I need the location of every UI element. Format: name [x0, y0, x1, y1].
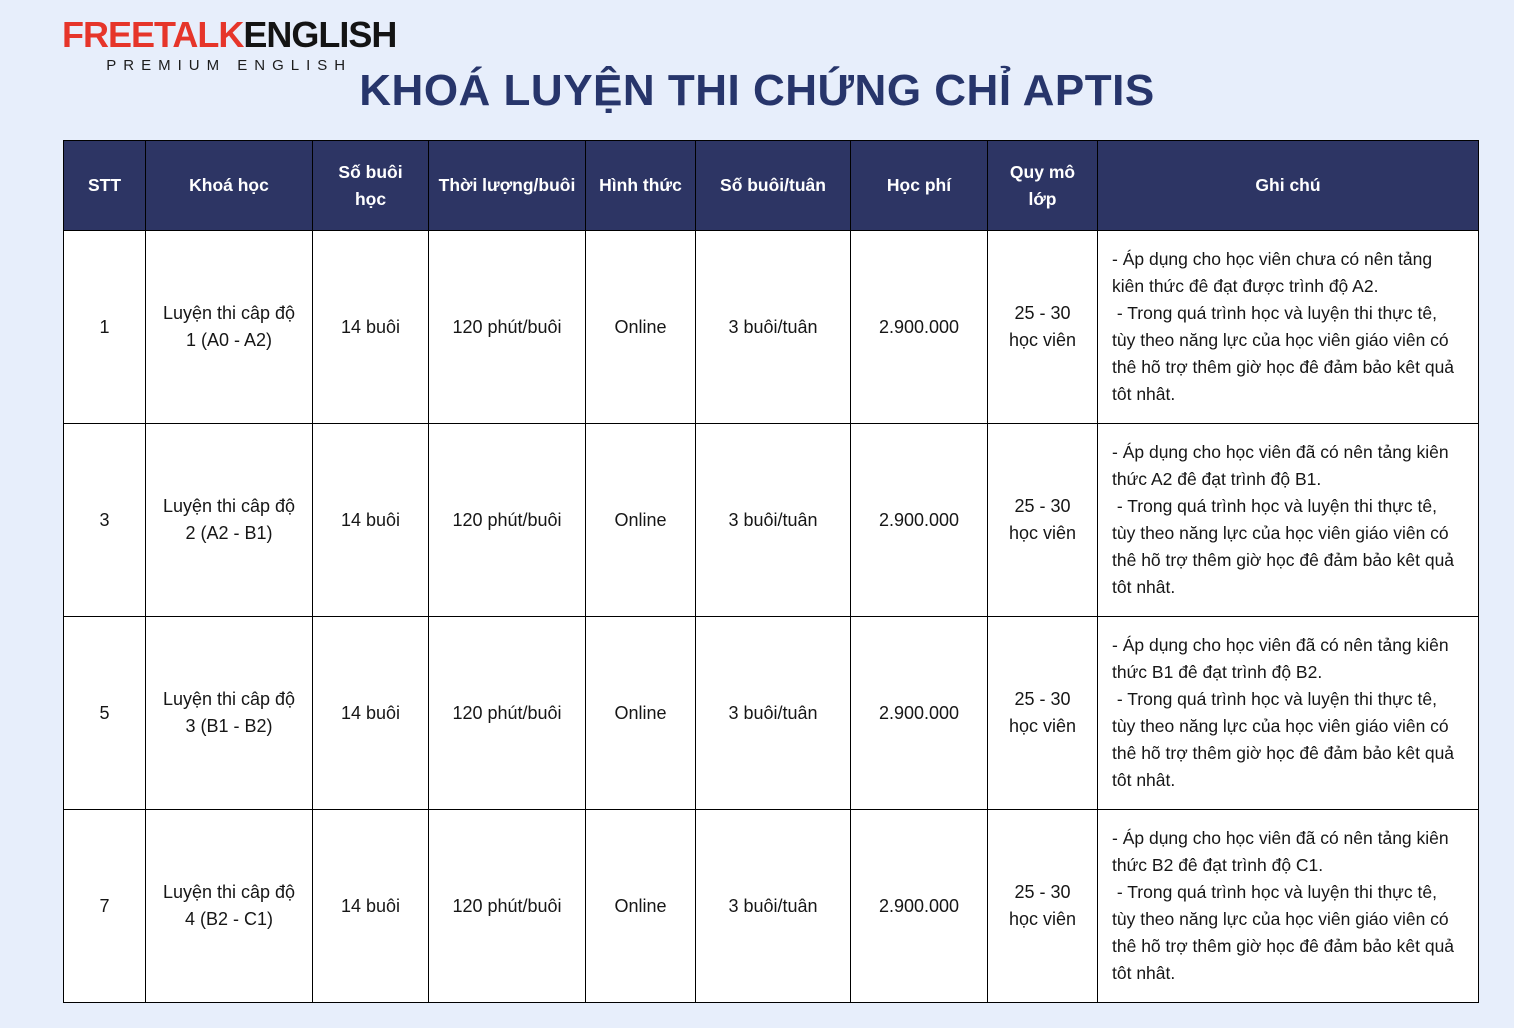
- table-row: [64, 617, 1479, 810]
- cell-per-week: 3 buôi/tuân: [696, 617, 851, 810]
- cell-fee: 2.900.000: [851, 810, 988, 1003]
- note-line: - Áp dụng cho học viên đã có nên tảng kiên thức B1 đê đạt trình độ B2.: [1112, 634, 1454, 682]
- cell-stt: 7: [64, 810, 146, 1003]
- cell-duration: 120 phút/buôi: [429, 231, 586, 424]
- brand-tagline: PREMIUM ENGLISH: [106, 56, 353, 74]
- note-line: - Trong quá trình học và luyện thi thực tê, tùy theo năng lực của học viên giáo viên có thê hõ trợ thêm giờ học đê đảm bảo kêt quả tôt nhât.: [1112, 495, 1459, 598]
- cell-per-week: 3 buôi/tuân: [696, 810, 851, 1003]
- cell-fee: 2.900.000: [851, 617, 988, 810]
- note-line: - Áp dụng cho học viên đã có nên tảng kiên thức B2 đê đạt trình độ C1.: [1112, 827, 1454, 875]
- cell-notes: [1098, 617, 1479, 810]
- header-per-week: Số buôi/tuân: [696, 141, 851, 231]
- header-class-size: Quy mô lớp: [988, 141, 1098, 231]
- brand-name-red: FREETALK: [62, 14, 244, 55]
- cell-stt: 5: [64, 617, 146, 810]
- brand-name-dark: ENGLISH: [243, 14, 397, 55]
- note-line: - Trong quá trình học và luyện thi thực tê, tùy theo năng lực của học viên giáo viên có thê hõ trợ thêm giờ học đê đảm bảo kêt quả tôt nhât.: [1112, 881, 1459, 984]
- cell-duration: 120 phút/buôi: [429, 810, 586, 1003]
- table-row: [64, 231, 1479, 424]
- note-line: - Trong quá trình học và luyện thi thực tê, tùy theo năng lực của học viên giáo viên có thê hõ trợ thêm giờ học đê đảm bảo kêt quả tôt nhât.: [1112, 302, 1459, 405]
- header-course: Khoá học: [146, 141, 313, 231]
- cell-course: Luyện thi câp độ 1 (A0 - A2): [146, 231, 313, 424]
- header-duration: Thời lượng/buôi: [429, 141, 586, 231]
- cell-format: Online: [586, 810, 696, 1003]
- table-row: [64, 810, 1479, 1003]
- cell-format: Online: [586, 617, 696, 810]
- table-row: [64, 424, 1479, 617]
- cell-sessions: 14 buôi: [313, 424, 429, 617]
- cell-duration: 120 phút/buôi: [429, 424, 586, 617]
- cell-sessions: 14 buôi: [313, 617, 429, 810]
- header-format: Hình thức: [586, 141, 696, 231]
- cell-course: Luyện thi câp độ 2 (A2 - B1): [146, 424, 313, 617]
- cell-fee: 2.900.000: [851, 231, 988, 424]
- cell-course: Luyện thi câp độ 3 (B1 - B2): [146, 617, 313, 810]
- page-title: KHOÁ LUYỆN THI CHỨNG CHỈ APTIS: [359, 66, 1155, 115]
- cell-stt: 1: [64, 231, 146, 424]
- cell-fee: 2.900.000: [851, 424, 988, 617]
- cell-class-size: 25 - 30 học viên: [988, 810, 1098, 1003]
- note-line: - Trong quá trình học và luyện thi thực tê, tùy theo năng lực của học viên giáo viên có thê hõ trợ thêm giờ học đê đảm bảo kêt quả tôt nhât.: [1112, 688, 1459, 791]
- cell-course: Luyện thi câp độ 4 (B2 - C1): [146, 810, 313, 1003]
- cell-per-week: 3 buôi/tuân: [696, 424, 851, 617]
- cell-stt: 3: [64, 424, 146, 617]
- pricing-table: [63, 140, 1479, 1003]
- note-line: - Áp dụng cho học viên chưa có nên tảng kiên thức đê đạt được trình độ A2.: [1112, 248, 1438, 296]
- cell-format: Online: [586, 231, 696, 424]
- cell-class-size: 25 - 30 học viên: [988, 617, 1098, 810]
- cell-class-size: 25 - 30 học viên: [988, 424, 1098, 617]
- cell-notes: [1098, 424, 1479, 617]
- table-header-row: [64, 141, 1479, 231]
- note-line: - Áp dụng cho học viên đã có nên tảng kiên thức A2 đê đạt trình độ B1.: [1112, 441, 1454, 489]
- cell-per-week: 3 buôi/tuân: [696, 231, 851, 424]
- cell-class-size: 25 - 30 học viên: [988, 231, 1098, 424]
- header-notes: Ghi chú: [1098, 141, 1479, 231]
- cell-notes: [1098, 810, 1479, 1003]
- header-sessions: Số buôi học: [313, 141, 429, 231]
- cell-sessions: 14 buôi: [313, 231, 429, 424]
- brand-name: [62, 16, 396, 54]
- cell-sessions: 14 buôi: [313, 810, 429, 1003]
- header-fee: Học phí: [851, 141, 988, 231]
- cell-format: Online: [586, 424, 696, 617]
- cell-duration: 120 phút/buôi: [429, 617, 586, 810]
- cell-notes: [1098, 231, 1479, 424]
- header-stt: STT: [64, 141, 146, 231]
